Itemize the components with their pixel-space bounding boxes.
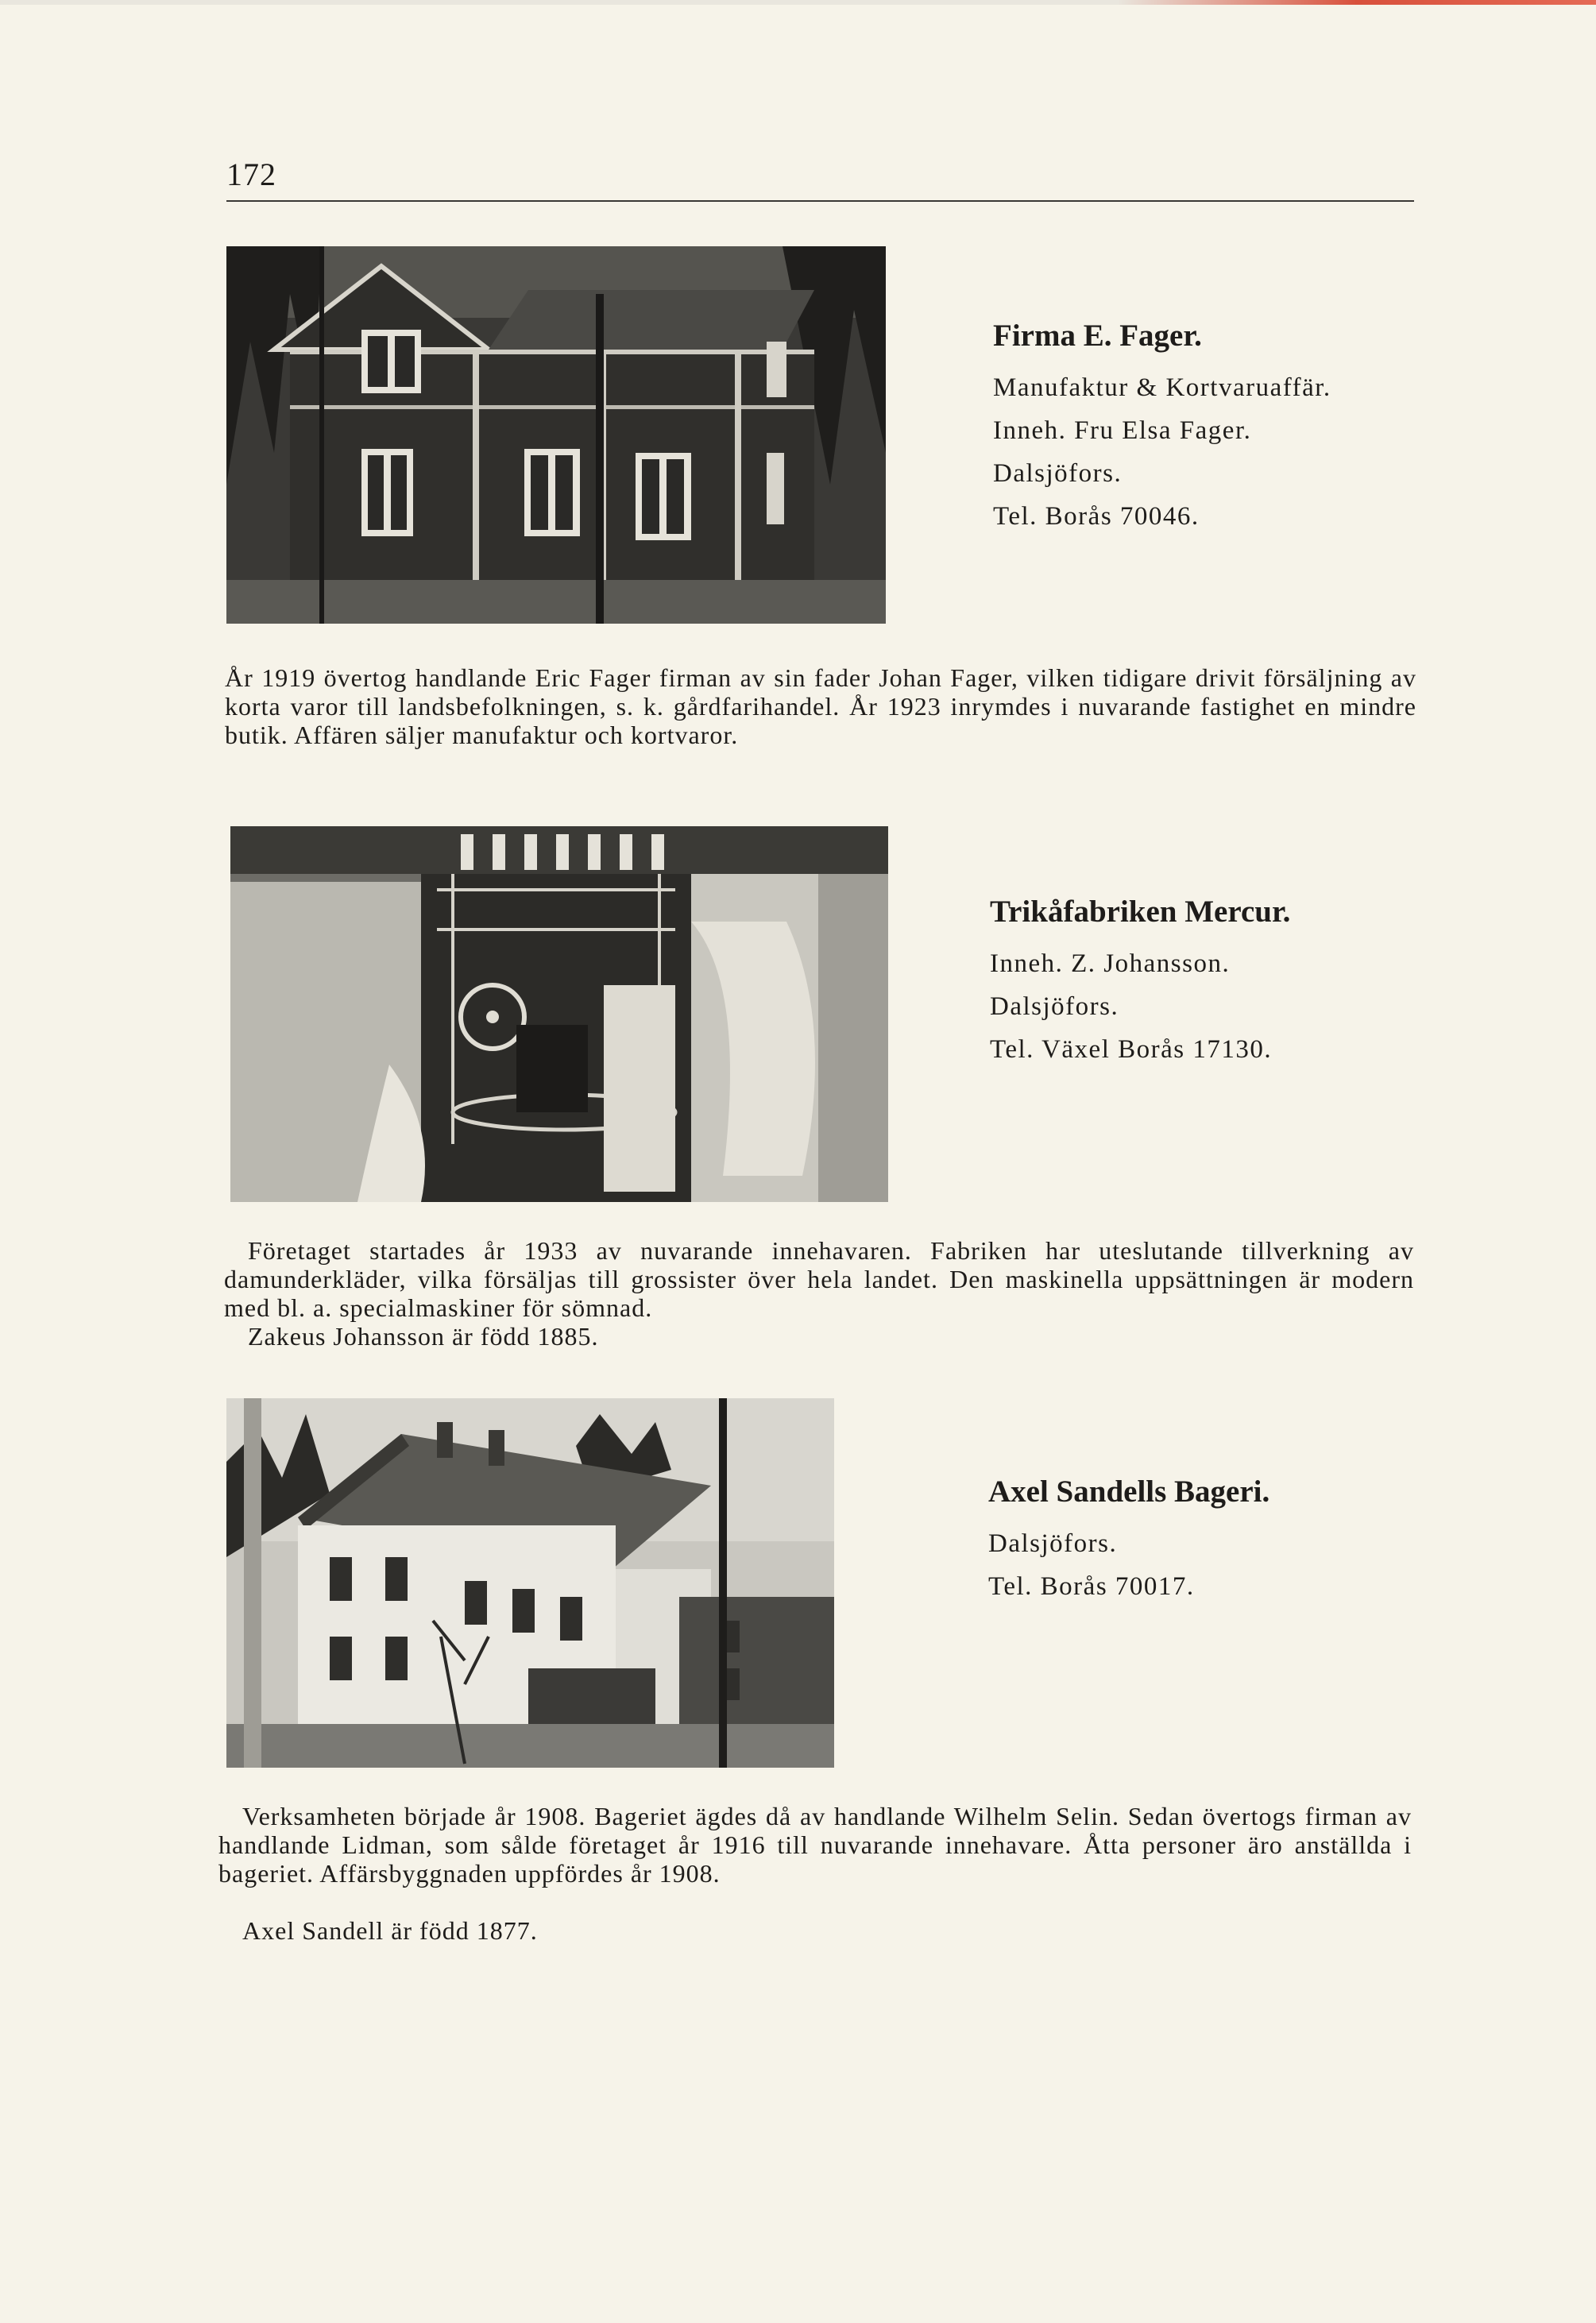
entry-line: Tel. Borås 70046. bbox=[993, 502, 1200, 531]
entry-fager bbox=[993, 318, 1331, 538]
entry-mercur bbox=[990, 894, 1290, 1071]
entry-paragraph: Zakeus Johansson är född 1885. bbox=[248, 1322, 599, 1351]
entry-line: Manufaktur & Kortvaruaffär. bbox=[993, 373, 1331, 402]
entry-line: Inneh. Z. Johansson. bbox=[990, 949, 1231, 978]
page-number: 172 bbox=[226, 157, 276, 192]
entry-line: Inneh. Fru Elsa Fager. bbox=[993, 416, 1252, 445]
photo-knitting-machine bbox=[230, 826, 888, 1202]
entry-sandell bbox=[988, 1474, 1269, 1608]
entry-paragraph: År 1919 övertog handlande Eric Fager firman av sin fader Johan Fager, vilken tidigare drivit försäljning av korta varor till landsbefolkningen, s. k. gårdfarihandel. År 1923 inrymdes i nuvarande fastighet en mindre butik. Affären säljer manufaktur och kortvaror. bbox=[225, 663, 1416, 749]
entry-line: Dalsjöfors. bbox=[990, 992, 1119, 1021]
entry-line: Tel. Borås 70017. bbox=[988, 1572, 1195, 1601]
entry-paragraph: Företaget startades år 1933 av nuvarande innehavaren. Fabriken har uteslutande tillverkning av damunderkläder, vilka försäljas till grossister över hela landet. Den maskinella uppsättningen är modern med bl. a. specialmaskiner för sömnad. bbox=[224, 1236, 1414, 1322]
entry-title: Firma E. Fager. bbox=[993, 319, 1202, 353]
entry-line: Dalsjöfors. bbox=[993, 459, 1123, 488]
entry-line: Tel. Växel Borås 17130. bbox=[990, 1035, 1273, 1064]
entry-title: Trikåfabriken Mercur. bbox=[990, 895, 1291, 929]
entry-title: Axel Sandells Bageri. bbox=[988, 1475, 1270, 1509]
entry-paragraph: Verksamheten började år 1908. Bageriet ägdes då av handlande Wilhelm Selin. Sedan övertogs firman av handlande Lidman, som sålde företaget år 1916 till nuvarande innehavare. Åtta personer äro anställda i bageriet. Affärsbyggnaden uppfördes år 1908. bbox=[218, 1802, 1412, 1888]
photo-fager-house bbox=[226, 246, 886, 624]
photo-bakery-building bbox=[226, 1398, 834, 1768]
header-rule bbox=[226, 200, 1414, 202]
entry-line: Dalsjöfors. bbox=[988, 1529, 1118, 1558]
entry-paragraph: Axel Sandell är född 1877. bbox=[242, 1916, 538, 1945]
page-edge bbox=[0, 0, 1596, 5]
